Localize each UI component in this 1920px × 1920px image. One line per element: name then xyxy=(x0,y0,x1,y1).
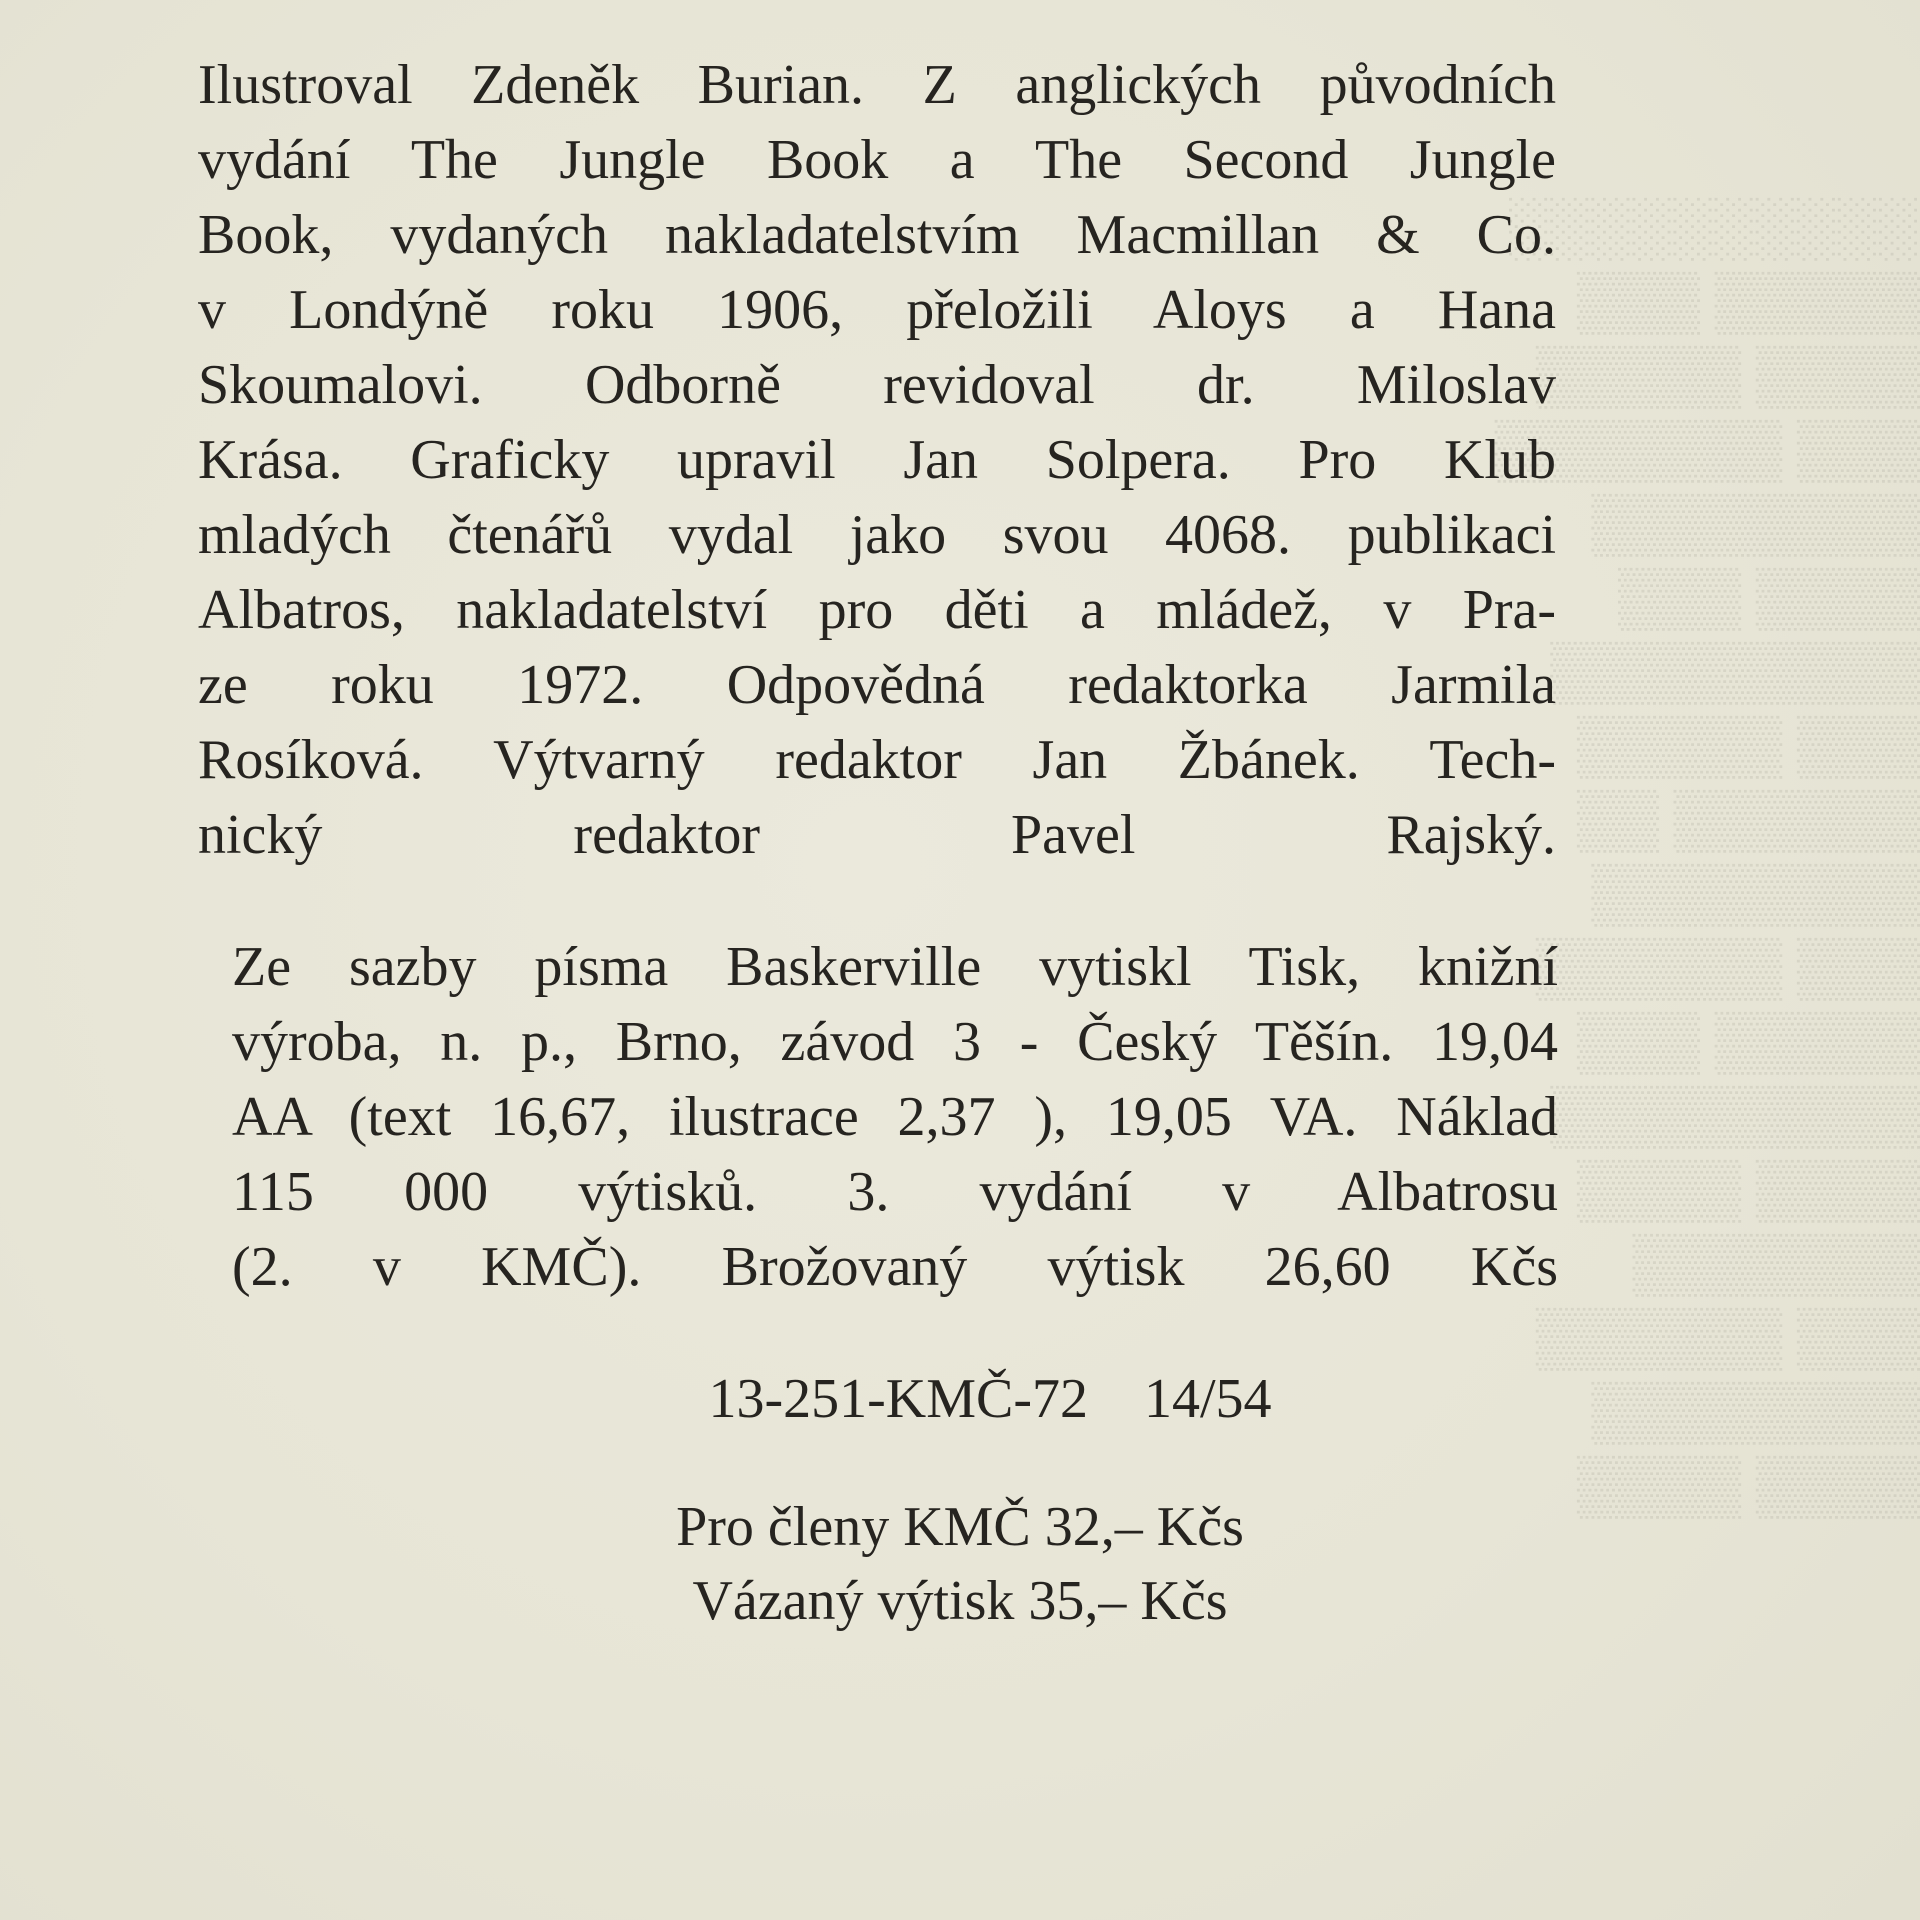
printing-line: (2. v KMČ). Brožovaný výtisk 26,60 Kčs xyxy=(232,1236,1558,1298)
price-block xyxy=(0,1490,1920,1638)
colophon-line: mladých čtenářů vydal jako svou 4068. publikaci xyxy=(198,504,1556,566)
colophon-last-line: nický redaktor Pavel Rajský. xyxy=(198,804,1556,866)
colophon-line: Albatros, nakladatelství pro děti a mládež, v Pra- xyxy=(198,579,1556,641)
colophon-line: vydání The Jungle Book a The Second Jungle xyxy=(198,129,1556,191)
colophon-paragraph xyxy=(198,48,1556,873)
show-through-text: ░░░░░░░░░░ ▒▒▒▒▒ ▒▒▒ ▒▒▒▒ ▒▒▒▒▒ ▒▒▒ ▒▒▒▒▒▒▒ ▒▒▒▒▒▒▒▒ ▒▒▒▒ ▒▒▒ ▒▒▒▒▒▒▒▒▒ ▒▒▒ ▒▒▒▒▒ ▒▒▒▒▒▒ ▒▒ ▒▒▒▒▒▒▒▒ ▒▒▒ ▒▒▒▒▒▒ ▒▒▒▒▒ ▒▒▒ ▒▒▒▒▒▒▒▒▒ ▒▒▒▒ ▒▒▒▒ ▒▒▒▒▒▒▒ ▒▒▒ ▒▒▒▒▒▒ ▒▒▒▒▒▒▒▒ ▒▒▒▒ ▒▒▒▒ xyxy=(1494,194,1920,1517)
printing-line: 115 000 výtisků. 3. vydání v Albatrosu xyxy=(232,1161,1558,1223)
colophon-line: Book, vydaných nakladatelstvím Macmillan & Co. xyxy=(198,204,1556,266)
printing-line: Ze sazby písma Baskerville vytiskl Tisk, knižní xyxy=(232,936,1558,998)
colophon-line: Skoumalovi. Odborně revidoval dr. Miloslav xyxy=(198,354,1556,416)
colophon-line: ze roku 1972. Odpovědná redaktorka Jarmila xyxy=(198,654,1556,716)
colophon-line: Rosíková. Výtvarný redaktor Jan Žbánek. Tech- xyxy=(198,729,1556,791)
catalogue-code-text: 13-251-KMČ-72 14/54 xyxy=(708,1368,1272,1430)
catalogue-code xyxy=(0,1362,1920,1437)
printing-details-paragraph xyxy=(232,930,1558,1305)
colophon-line: Ilustroval Zdeněk Burian. Z anglických původních xyxy=(198,54,1556,116)
printing-line: výroba, n. p., Brno, závod 3 - Český Těšín. 19,04 xyxy=(232,1011,1558,1073)
bound-copy-price: Vázaný výtisk 35,– Kčs xyxy=(692,1570,1228,1632)
member-price: Pro členy KMČ 32,– Kčs xyxy=(676,1496,1244,1558)
colophon-line: Krása. Graficky upravil Jan Solpera. Pro Klub xyxy=(198,429,1556,491)
printing-line: AA (text 16,67, ilustrace 2,37 ), 19,05 VA. Náklad xyxy=(232,1086,1558,1148)
colophon-line: v Londýně roku 1906, přeložili Aloys a Hana xyxy=(198,279,1556,341)
